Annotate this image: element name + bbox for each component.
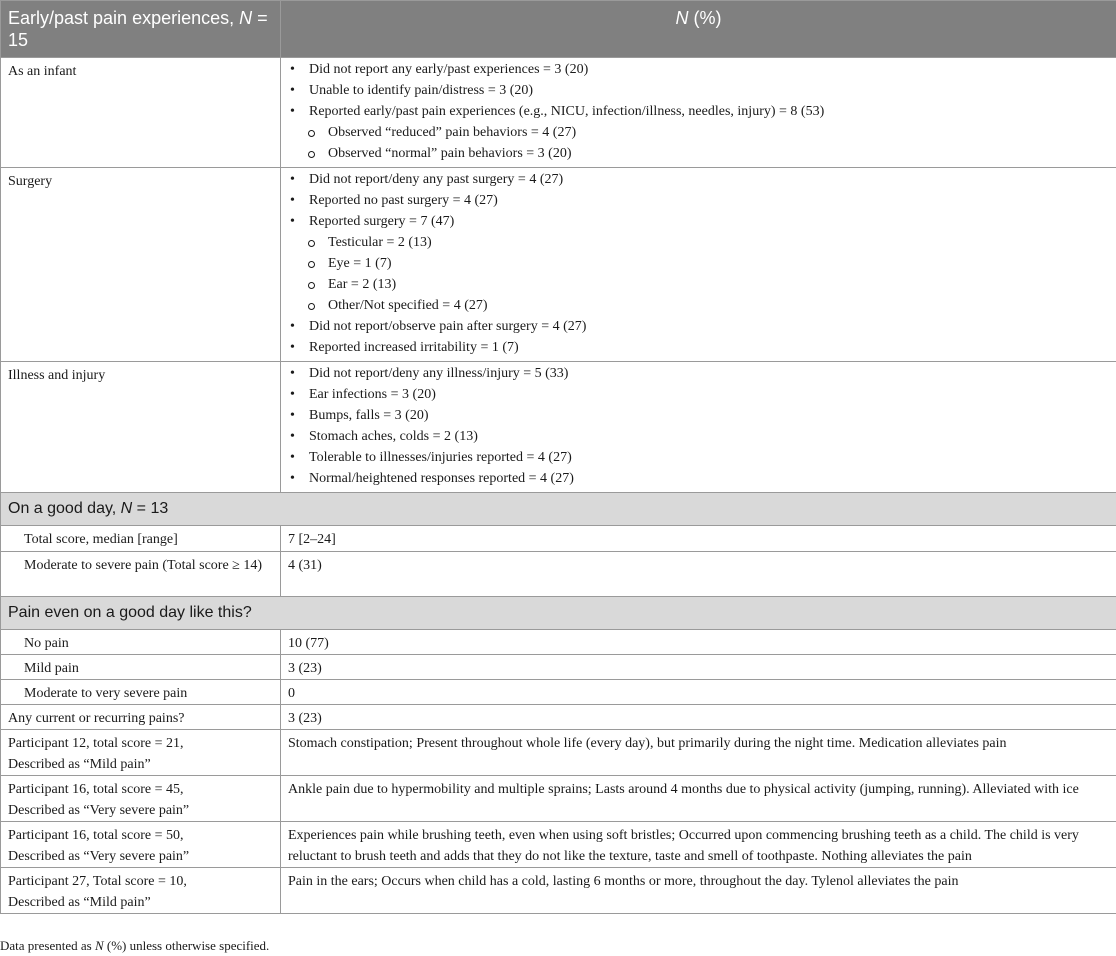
bullet-list <box>281 168 1116 361</box>
header-col1: Early/past pain experiences, N = 15 <box>1 1 281 58</box>
list-item: • Reported no past surgery = 4 (27) <box>288 190 1116 211</box>
table-row <box>1 655 1116 680</box>
row-label: Surgery <box>1 168 281 362</box>
table-row <box>1 630 1116 655</box>
row-label: No pain <box>1 630 281 655</box>
sub-list-item: Ear = 2 (13) <box>288 274 1116 295</box>
row-value: 3 (23) <box>281 655 1116 680</box>
row-value: Ankle pain due to hypermobility and multiple sprains; Lasts around 4 months due to physical activity (jumping, running). Alleviated with ice <box>281 776 1116 822</box>
table-row <box>1 705 1116 730</box>
row-label: As an infant <box>1 58 281 168</box>
row-label: Participant 16, total score = 45, Described as “Very severe pain” <box>1 776 281 822</box>
table-row <box>1 58 1116 168</box>
sub-list-item: Observed “normal” pain behaviors = 3 (20) <box>288 143 1116 164</box>
section-header-row <box>1 597 1116 630</box>
table-footnote: Data presented as N (%) unless otherwise specified. <box>0 938 270 953</box>
sub-list-item: Eye = 1 (7) <box>288 253 1116 274</box>
row-value: Stomach constipation; Present throughout whole life (every day), but primarily during the night time. Medication alleviates pain <box>281 730 1116 776</box>
list-item: • Reported early/past pain experiences (e.g., NICU, infection/illness, needles, injury) = 8 (53) <box>288 101 1116 122</box>
list-item: • Did not report/observe pain after surgery = 4 (27) <box>288 316 1116 337</box>
table-row <box>1 730 1116 776</box>
row-label: Participant 27, Total score = 10, Described as “Mild pain” <box>1 868 281 914</box>
list-item: • Unable to identify pain/distress = 3 (20) <box>288 80 1116 101</box>
list-item: • Ear infections = 3 (20) <box>288 384 1116 405</box>
sub-list-item: Other/Not specified = 4 (27) <box>288 295 1116 316</box>
list-item: • Reported increased irritability = 1 (7) <box>288 337 1116 358</box>
sub-list-item: Testicular = 2 (13) <box>288 232 1116 253</box>
row-value: 3 (23) <box>281 705 1116 730</box>
list-item: • Did not report any early/past experiences = 3 (20) <box>288 59 1116 80</box>
row-value: 4 (31) <box>281 552 1116 597</box>
list-item: • Did not report/deny any illness/injury = 5 (33) <box>288 363 1116 384</box>
row-label: Any current or recurring pains? <box>1 705 281 730</box>
list-item: • Tolerable to illnesses/injuries reported = 4 (27) <box>288 447 1116 468</box>
row-value: Pain in the ears; Occurs when child has a cold, lasting 6 months or more, throughout the day. Tylenol alleviates the pain <box>281 868 1116 914</box>
sub-list-item: Observed “reduced” pain behaviors = 4 (27) <box>288 122 1116 143</box>
table-row <box>1 362 1116 493</box>
list-item: • Bumps, falls = 3 (20) <box>288 405 1116 426</box>
header-col2: N (%) <box>281 1 1116 58</box>
row-value <box>281 58 1116 168</box>
row-label: Moderate to very severe pain <box>1 680 281 705</box>
row-value: 10 (77) <box>281 630 1116 655</box>
row-value: 7 [2–24] <box>281 526 1116 552</box>
table-row <box>1 868 1116 914</box>
row-value: Experiences pain while brushing teeth, even when using soft bristles; Occurred upon commencing brushing teeth as a child. The child is very reluctant to brush teeth and adds that they do not like the texture, taste and smell of toothpaste. Nothing alleviates the pain <box>281 822 1116 868</box>
bullet-list <box>281 362 1116 492</box>
list-item: • Did not report/deny any past surgery = 4 (27) <box>288 169 1116 190</box>
table-row <box>1 552 1116 597</box>
section-header-pain-good-day: Pain even on a good day like this? <box>1 597 1116 630</box>
row-label: Participant 12, total score = 21, Described as “Mild pain” <box>1 730 281 776</box>
section-header-good-day: On a good day, N = 13 <box>1 493 1116 526</box>
table-row <box>1 680 1116 705</box>
row-value <box>281 362 1116 493</box>
row-label: Participant 16, total score = 50, Described as “Very severe pain” <box>1 822 281 868</box>
row-label: Total score, median [range] <box>1 526 281 552</box>
row-value: 0 <box>281 680 1116 705</box>
section-header-row <box>1 493 1116 526</box>
table-header-row <box>1 1 1116 58</box>
table-row <box>1 526 1116 552</box>
bullet-list <box>281 58 1116 167</box>
list-item: • Normal/heightened responses reported = 4 (27) <box>288 468 1116 489</box>
table-row <box>1 168 1116 362</box>
row-label: Mild pain <box>1 655 281 680</box>
row-label: Illness and injury <box>1 362 281 493</box>
list-item: • Reported surgery = 7 (47) <box>288 211 1116 232</box>
table-row <box>1 776 1116 822</box>
table-row <box>1 822 1116 868</box>
list-item: • Stomach aches, colds = 2 (13) <box>288 426 1116 447</box>
row-label: Moderate to severe pain (Total score ≥ 14) <box>1 552 281 597</box>
row-value <box>281 168 1116 362</box>
